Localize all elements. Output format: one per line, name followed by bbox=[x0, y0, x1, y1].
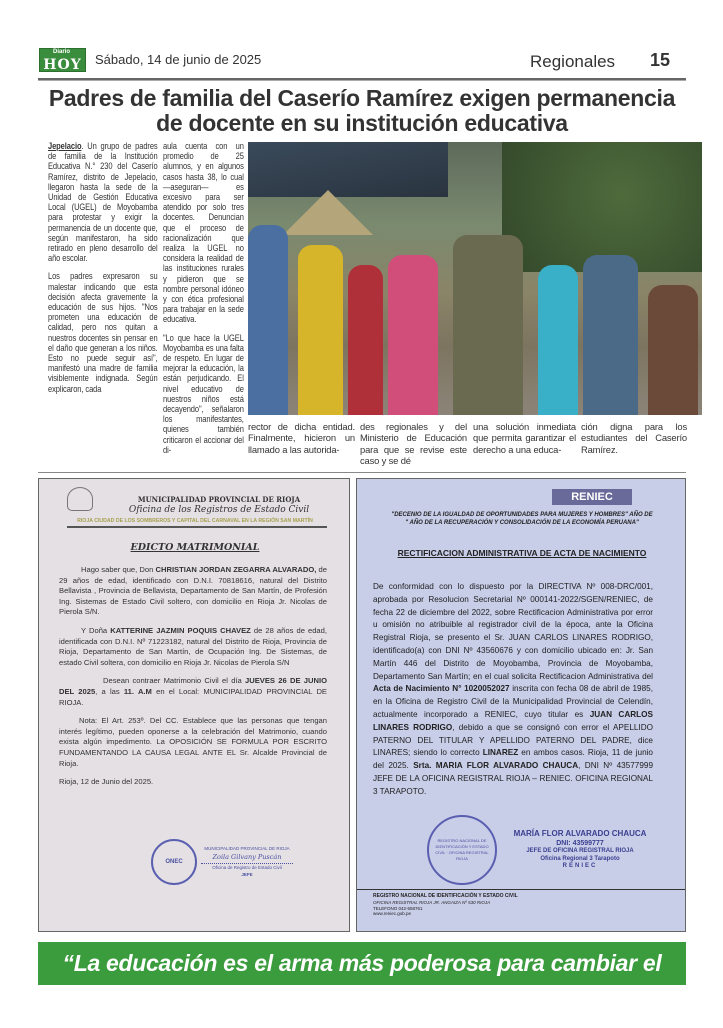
text: de 29 años de edad, identificado con D.N.I. 70818616, natural del Distrito Bellavista , Provincia de Bellavista, Departamento de San Martín, de Profesión Ing. Sistemas de Estado Civil soltero, con domicilio en Rioja Jr. Nicolas de Pierola S/N. bbox=[59, 565, 327, 617]
photo-person bbox=[538, 265, 578, 415]
sig-org: RENIEC bbox=[562, 863, 598, 869]
doc-paragraph bbox=[373, 581, 653, 799]
article-column-6: ción digna para los estudiantes del Caserío Ramírez. bbox=[581, 421, 687, 455]
text: Hago saber que, Don bbox=[81, 565, 156, 574]
footer-phone: TELEFONO 042-558761 bbox=[373, 905, 423, 911]
reniec-stamp: REGISTRO NACIONAL DE IDENTIFICACIÓN Y ESTADO CIVIL · OFICINA REGISTRAL RIOJA bbox=[427, 815, 497, 885]
signer-title: JEFE bbox=[241, 872, 253, 877]
doc-paragraph bbox=[59, 565, 327, 618]
text: de 28 años de edad, identificada con D.N.I. Nº 71223182, natural del Distrito de Rioja, Provincia de Rioja, Departamento de San Martín, de Ocupación Ing. De Sistemas, de estado Civil soltera, con domicilio en Rioja Jr. Nicolas de Pierola S/N bbox=[59, 625, 327, 667]
text: , DNI Nº 43577999 JEFE DE LA OFICINA REGISTRAL RIOJA – RENIEC. OFICINA REGIONAL 3 TARAPOTO. bbox=[373, 761, 653, 796]
municipal-stamp: ONEC bbox=[151, 839, 197, 885]
acta-number: Acta de Nacimiento N° 1020052027 bbox=[373, 684, 510, 694]
municipal-crest-icon bbox=[67, 487, 93, 511]
doc-body bbox=[59, 565, 327, 796]
logo-big-text: HOY bbox=[43, 57, 82, 73]
correct-surname: LINAREZ bbox=[482, 748, 519, 758]
decade-text: "DECENIO DE LA IGUALDAD DE OPORTUNIDADES PARA MUJERES Y HOMBRES" AÑO DE bbox=[391, 512, 653, 518]
footer-web: www.reniec.gob.pe bbox=[373, 911, 412, 917]
paragraph-text: . Un grupo de padres de familia de la Institución Educativa N.° 230 del Caserío Ramírez, distrito de Jepelacio, llegaron hasta la sede de la Unidad de Gestión Educativa Local (UGEL) de Moyobamba para protestar y exigir la permanencia de un docente que, según manifestaron, ha sido retirado en pleno desarrollo del año escolar. bbox=[48, 140, 158, 264]
text: en el Local: MUNICIPALIDAD PROVINCIAL DE RIOJA. bbox=[59, 686, 327, 707]
doc-footer-rule bbox=[357, 889, 686, 890]
text: en ambos casos. Rioja, 11 de junio del 2025. bbox=[373, 748, 653, 771]
doc-paragraph bbox=[59, 626, 327, 668]
sig-office: Oficina Regional 3 Tarapoto bbox=[540, 855, 620, 862]
doc-org: MUNICIPALIDAD PROVINCIAL DE RIOJA bbox=[137, 495, 301, 504]
page-number: 15 bbox=[650, 50, 671, 70]
bride-name: KATTERINE JAZMIN POQUIS CHAVEZ bbox=[110, 625, 251, 635]
photo-roof bbox=[248, 142, 448, 197]
photo-person bbox=[348, 265, 383, 415]
sign-org: MUNICIPALIDAD PROVINCIAL DE RIOJA bbox=[204, 846, 290, 851]
headline-line-1: Padres de familia del Caserío Ramírez exigen permanencia bbox=[48, 85, 676, 111]
article-column-1 bbox=[48, 141, 158, 402]
text: , debido a que se consignó con error el APELLIDO PATERNO DEL TITULAR Y APELLIDO PATERNO DEL PADRE, dice LINARES; siendo lo correcto bbox=[373, 722, 653, 758]
photo-person bbox=[648, 285, 698, 415]
article-paragraph: "Lo que hace la UGEL Moyobamba es una falta de respeto. En lugar de mejorar la educación, la están perjudicando. El nivel educativo de nuestros niños está decayendo", señalaron los manifestantes, quienes también criticaron el accionar del di- bbox=[163, 331, 244, 455]
doc-motto: RIOJA CIUDAD DE LOS SOMBREROS Y CAPITAL DEL CARNAVAL EN LA REGIÓN SAN MARTÍN bbox=[77, 518, 313, 524]
doc-paragraph bbox=[59, 676, 327, 708]
text: Desean contraer Matrimonio Civil el día bbox=[103, 676, 246, 686]
reniec-rectification-notice bbox=[356, 478, 686, 932]
article-column-2 bbox=[163, 141, 244, 463]
photo-person bbox=[248, 225, 288, 415]
reniec-logo: RENIEC bbox=[552, 489, 632, 505]
article-paragraph bbox=[48, 141, 158, 263]
doc-decade-header bbox=[367, 511, 677, 527]
signer: Srta. MARIA FLOR ALVARADO CHAUCA bbox=[413, 761, 579, 771]
dateline: Jepelacio bbox=[48, 140, 82, 151]
footer-org: REGISTRO NACIONAL DE IDENTIFICACIÓN Y ESTADO CIVIL bbox=[373, 893, 518, 899]
wedding-date: JUEVES 26 DE JUNIO DEL 2025 bbox=[59, 676, 327, 696]
titular-name: JUAN CARLOS LINARES RODRIGO bbox=[373, 709, 653, 732]
doc-note: Nota: El Art. 253º. Del CC. Establece que las personas que tengan interés legítimo, pueden oponerse a la celebración del Matrimonio, cuando exista algún impedimento. La OPOSICIÓN SE FORMULA POR ESCRITO FUNDAMENTANDO LA CAUSA LEGAL ANTE EL Sr. Alcalde Provincial de Rioja. bbox=[59, 716, 327, 768]
photo-person bbox=[453, 235, 523, 415]
article-paragraph: aula cuenta con un promedio de 25 alumnos, y en algunos casos hasta 38, lo cual —aseguran— es excesivo para ser atendido por solo tres docentes. Denuncian que el proceso de racionalización que realiza la UGEL no considera la realidad de las instituciones rurales y pidieron que se nombre personal idóneo y con ética profesional para trabajar en la sede educativa. bbox=[163, 140, 244, 325]
photo-person bbox=[583, 255, 638, 415]
reniec-signature-block bbox=[505, 829, 655, 871]
doc-rule bbox=[67, 526, 327, 528]
doc-office: Oficina de los Registros de Estado Civil bbox=[128, 505, 310, 515]
article-column-4: des regionales y del Ministerio de Educación para que se revise este caso y se dé bbox=[360, 421, 467, 467]
text: , a las bbox=[95, 686, 124, 696]
sig-name: MARÍA FLOR ALVARADO CHAUCA bbox=[513, 829, 647, 838]
doc-title: EDICTO MATRIMONIAL bbox=[130, 542, 260, 553]
issue-date: Sábado, 14 de junio de 2025 bbox=[95, 52, 262, 67]
year-text: " AÑO DE LA RECUPERACIÓN Y CONSOLIDACIÓN DE LA ECONOMÍA PERUANA" bbox=[405, 520, 639, 526]
edicto-matrimonial-notice bbox=[38, 478, 350, 932]
photo-person bbox=[298, 245, 343, 415]
section-divider bbox=[38, 472, 686, 473]
header-rule bbox=[38, 78, 686, 81]
text: inscrita con fecha 08 de abril de 1985, en la Oficina de Registro Civil de la Municipalidad Provincial de Celendín, actualmente incorporado a RENIEC, cuyo titular es bbox=[373, 684, 653, 719]
doc-place-date: Rioja, 12 de Junio del 2025. bbox=[59, 777, 154, 787]
footer-address: OFICINA REGISTRAL RIOJA JR. ANGAIZA Nº 530 RIOJA bbox=[373, 899, 491, 905]
doc-body bbox=[373, 581, 653, 807]
photo-person bbox=[388, 255, 438, 415]
signer-role: Oficina de Registro de Estado Civil bbox=[212, 865, 282, 870]
section-name: Regionales bbox=[530, 52, 616, 71]
article-column-5: una solución inmediata que permita garantizar el derecho a una educa- bbox=[473, 421, 576, 455]
doc-title: RECTIFICACION ADMINISTRATIVA DE ACTA DE NACIMIENTO bbox=[397, 548, 647, 558]
quote-banner: “La educación es el arma más poderosa para cambiar el mundo” bbox=[38, 942, 686, 985]
groom-name: CHRISTIAN JORDAN ZEGARRA ALVARADO, bbox=[155, 565, 317, 574]
newspaper-logo bbox=[39, 48, 86, 72]
headline-line-2: de docente en su institución educativa bbox=[156, 110, 568, 136]
text: Y Doña bbox=[81, 625, 111, 635]
article-column-3: rector de dicha entidad. Finalmente, hicieron un llamado a las autorida- bbox=[248, 421, 355, 455]
logo-small-text: Diario bbox=[53, 49, 71, 55]
wedding-time: 11. A.M bbox=[123, 686, 152, 696]
sig-role: JEFE DE OFICINA REGISTRAL RIOJA bbox=[526, 848, 634, 854]
doc-footer bbox=[373, 894, 518, 917]
headline bbox=[38, 86, 686, 136]
signer-name: Zoila Gilvany Puscán bbox=[201, 852, 293, 864]
photo-trees bbox=[502, 142, 702, 272]
article-paragraph: Los padres expresaron su malestar indicando que esta decisión afecta gravemente la educación de sus hijos. "Nos prometen una educación de calidad, pero nos quitan a nuestros docentes sin pensar en el daño que generan a los niños. Esto no puede seguir así", manifestó una madre de familia visiblemente indignada. Según explicaron, cada bbox=[48, 270, 158, 394]
sig-dni: DNI: 43599777 bbox=[556, 840, 604, 847]
text: De conformidad con lo dispuesto por la DIRECTIVA Nº 008-DRC/001, aprobada por Resolucion Secretarial Nº 000141-2022/SGEN/RENIEC, de fecha 22 de diciembre del 2022, sobre Rectificacion Administrativa por error u omisión no atribuible al registrador civil de la época, ante la Oficina Registral Rioja, se presento el Sr. JUAN CARLOS LINARES RODRIGO, identificado(a) con DNI Nº 43560676 y con domicilio ubicado en: Jr. San Martín 446 del Distrito de Moyobamba, Provincia de Moyobamba, Departamento San Martín; en el cual solicita Rectificacion Administrativa del bbox=[373, 582, 653, 681]
signature-block bbox=[201, 845, 293, 878]
protest-photo bbox=[248, 142, 702, 415]
